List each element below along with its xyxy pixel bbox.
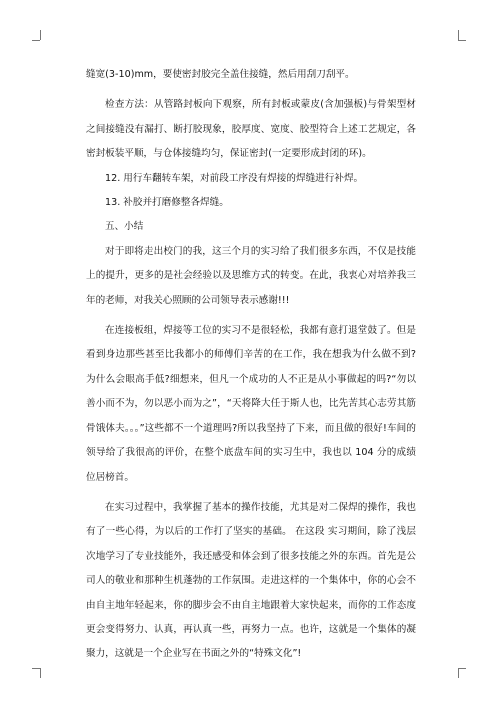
paragraph-summary-thanks: 对于即将走出校门的我，这三个月的实习给了我们很多东西，不仅是技能上的提升，更多的是社会经验以及思维方式的转变。在此，我衷心对培养我三年的老师，对我关心照顾的公司领导表示感谢!!! [86,245,416,306]
paragraph-inspection-method: 检查方法：从管路封板向下观察，所有封板或蒙皮(含加强板)与骨架型材之间接缝没有漏打、断打胶现象，胶厚度、宽度、胶型符合上述工艺规定，各密封板装平顺，与仓体接缝均匀，保证密封(一定要形成封闭的环)。 [86,99,416,160]
paragraph-workstation-experience: 在连接板组，焊接等工位的实习不是很轻松，我都有意打退堂鼓了。但是看到身边那些甚至比我都小的师傅们辛苦的在工作，我在想我为什么做不到?为什么会眼高手低?细想来，但凡一个成功的人不正是从小事做起的吗?“勿以善小而不为，勿以恶小而为之”，“天将降大任于斯人也，比先苦其心志劳其筋骨饿体夫。。。”这些都不一个道理吗?所以我坚持了下来，而且做的很好!车间的领导给了我很高的评价，在整个底盘车间的实习生中，我也以 104 分的成绩位居榜首。 [86,325,416,483]
section-heading-summary: 五、小结 [105,221,144,233]
paragraph-step-13: 13. 补胶并打磨修整各焊缝。 [105,197,229,209]
paragraph-step-12: 12. 用行车翻转车架，对前段工序没有焊接的焊缝进行补焊。 [105,172,364,184]
document-body [86,63,416,667]
paragraph-sealant-width: 缝宽(3-10)mm，要使密封胶完全盖住接缝，然后用刮刀刮平。 [86,69,355,80]
paragraph-skills-and-culture: 在实习过程中，我掌握了基本的操作技能，尤其是对二保焊的操作，我也有了一些心得，为以后的工作打了坚实的基础。 在这段 实习期间，除了浅层次地学习了专业技能外，我还感受和体会到了很多技能之外的东西。首先是公司人的敬业和那种生机蓬勃的工作氛围。走进这样的一个集体中，你的心会不由自主地年轻起来，你的脚步会不由自主地跟着大家快起来，而你的工作态度更会变得努力、认真，再认真一些，再努力一点。也许，这就是一个集体的凝聚力，这就是一个企业写在书面之外的“特殊文化”! [86,501,416,660]
